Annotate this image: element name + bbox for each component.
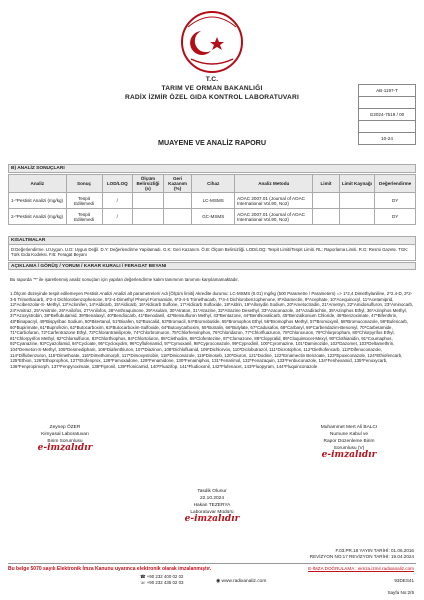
footer-divider	[8, 563, 416, 564]
report-title: MUAYENE VE ANALİZ RAPORU	[157, 138, 267, 147]
results-heading: B) ANALİZ SONUÇLARI	[8, 164, 416, 173]
accreditation-code: AB-1197-T	[359, 85, 415, 97]
page-number: Sayfa No:2/5	[387, 590, 414, 595]
limit-value	[313, 193, 339, 209]
globe-icon: ◉	[216, 579, 221, 584]
abbreviations-block	[8, 236, 416, 261]
col-limit: Limit	[313, 175, 339, 193]
left-signer-name: Zeynep ÖZER	[49, 425, 81, 430]
recovery-value	[163, 193, 192, 209]
phone-1: +90 232 400 02 02	[146, 574, 184, 579]
e-signature-warning: Bu belge 5070 sayılı Elektronik İmza Kanunu uyarınca elektronik olarak imzalanmıştır.	[8, 566, 212, 572]
table-row	[9, 209, 416, 225]
abbreviations-text: D:Değerlendirme. U:Uygun. U.D: Uygun Değil. D.Y: Değerlendirme Yapılamadı. G.K: Geri Kazanım. Ö.B: Ölçüm Belirsizliği. LOD/LOQ: Tespit Limiti/Tespit Limiti. RL: Raporlama Limiti. R.G: Resmi Gazete. TGK: Türk Gıda Kodeksi. F.B: Feragat Beyanı	[8, 245, 416, 261]
method-value: AOAC 2007.01 (Journal of AOAC International Vol.90, No2)	[235, 193, 313, 209]
col-device: Cihaz	[192, 175, 235, 193]
lod-value: /	[102, 209, 133, 225]
results-section-title	[8, 164, 416, 173]
right-signer-name: Muhammet Mert Ali BALCI	[320, 425, 378, 430]
analysis-name: 2-*Pestisit Analizi (mg/kg)	[9, 209, 67, 225]
notes-paragraph-1: Bu raporda "*" ile işaretlenmiş analiz sonuçları için yapılan değerlendirme kalım tanımının tanımını karşılamamaktadır.	[10, 277, 239, 282]
right-signer-role-1: Numune Kabul ve	[329, 432, 369, 437]
limit-source-value	[339, 209, 375, 225]
evaluation-value: DY	[375, 209, 416, 225]
approver-role: Laboratuvar Müdürü	[190, 510, 234, 515]
approval-label: Tasdik Olunur	[197, 489, 227, 494]
center-signature	[152, 488, 272, 523]
lod-value: /	[102, 193, 133, 209]
results-header-row	[9, 175, 416, 193]
center-e-signature: e-imzalıdır	[184, 514, 240, 524]
col-lod: LOD/LOQ	[102, 175, 133, 193]
header-lab: RADİX İZMİR ÖZEL GIDA KONTROL LABORATUVARI	[125, 94, 299, 101]
col-result: Sonuç	[66, 175, 102, 193]
phone-icon: ☎	[140, 574, 146, 579]
report-number: G2024-7519 / 00	[359, 109, 415, 121]
col-method: Analiz Metodu	[235, 175, 313, 193]
website-line	[216, 579, 266, 584]
limit-source-value	[339, 193, 375, 209]
website-link[interactable]: www.radixanaliz.com	[221, 579, 267, 584]
fax-line	[140, 580, 183, 586]
left-signer-role-1: Kimyasal Laboratuvarı	[41, 432, 89, 437]
abbreviations-heading: KISALTMALAR	[8, 236, 416, 245]
notes-paragraph-2: 1.Ölçüm düzeyinde tespit edilemeyen Pestisit Analizi Analizi alt parametreleri/ Adı [Ölçüm limiti] Akredite durumu: LC-MSMS (0.01) mg/kg (500 Parametre / Parameters) => 1*2,4 Dimethylaniline, 2*2.4-D, 3*2-3-5 Trimethacarb, 4*2-4 Dichlorobenzophenone, 5*2-4-Dimethyl Phenyl Formamide, 6*3-4-5 Trimethacarb, 7*4-4 Dichlorobenzophenone, 8*Abamectin, 9*Acephate, 10*Acequinocyl, 11*Acetamiprid, 12*Acibenzolar-S- Methyl, 13*Aclonifen, 14*Aldicarb, 15*Aldicarb, 16*Aldicarb Sulfone, 17*Aldicarb Sulfoxide, 18*Aldrin, 19*Allosydin Sodium, 20*Ametoctradin, 21*Ametryn, 22*Amidosulfuron, 23*Aminocarb, 24*Amitraz, 25*Amitrole, 26*Anilofos, 27*Anilofos, 28*Anthraquinone, 29*Asulam, 30*Atraton, 31*Atrazine, 32*Atrazine Desethyl, 33*Azaconazole, 34*Azadirachtin, 35*Azinphos Ethyl, 36*Azinphos Methyl, 37*Azoxystrobin, 38*Beflubutamid, 39*Benalaxyl, 40*Bendiocarb, 41*Benodanil, 42*Bensulfuron Methyl, 43*Bentazone, 44*Benthiovalicarb, 45*Benzalkonium Chloride, 46*Benzoximate, 47*Bifenthrin, 48*Binapacryl, 49*Bispyribac Sodium, 50*Bitertanol, 51*Bixafen, 52*Boscalid, 53*Bromacil, 54*Bromobutide, 55*Bromophos Ethyl, 56*Bromophos Methyl, 57*Bromoxynil, 58*Bromuconazole, 59*Bufencarb, 60*Bupirimate, 61*Buprofezin, 62*Butocarboxim, 63*Butocarboxim-Sulfoxide, 64*Butoxycarboxim, 65*Butralin, 66*Butylate, 67*Cadusafos, 68*Carbaryl, 69*Carbendazim-Benomyl, 70*Carbetamide, 71*Carbofuran, 72*Carfentrazone Ethyl, 73*Chlorantraniliprole, 74*Chlorbromuron, 75*Chlorfenvinphos, 76*Chloridazon, 77*Chlorfluazuron, 78*Chloroxuron, 79*Chlorpropham, 80*Chlorpyrifos Ethyl, 81*Chlorpyrifos Methyl, 82*Chlorsulfuron, 83*Chlorthiophos, 84*Chlortoluron, 85*Clethodim, 86*Clofentezine, 87*Clomazone, 88*Clopyralid, 89*Cloquintocet-Mexyl, 90*Clothianidin, 91*Coumaphos, 92*Cyanazine, 93*Cyazofamid, 94*Cycloate, 95*Cycloxydim, 96*Cyflufenamid, 97*Cymoxanil, 98*Cyproconazole, 99*Cyprodinil, 100*Cyromazine, 101*Daminozide, 102*Dazomet, 103*Deltamethrin, 104*Demeton-S-Methyl, 105*Desmedipham, 106*Diafenthiuron, 107*Diazinon, 108*Dichlofluanid, 109*Dichlorvos, 110*Diclobutrazol, 111*Dicrotophos, 112*Diethofencarb, 113*Difenoconazole, 114*Diflubenzuron, 115*Dimethoate, 116*Dimethomorph, 117*Dimoxystrobin, 118*Diniconazole, 119*Dinoseb, 120*Diuron, 121*Dodine, 122*Emamectin Benzoate, 123*Epoxiconazole, 124*Ethiofencarb, 125*Ethion, 126*Ethoprophos, 127*Etofenprox, 128*Famoxadone, 129*Fenamidone, 130*Fenamiphos, 131*Fenarimol, 132*Fenazaquin, 133*Fenbuconazole, 134*Fenhexamid, 135*Fenoxycarb, 136*Fenpropimorph, 137*Fenpyroximate, 138*Fipronil, 139*Flonicamid, 140*Fluazifop, 141*Fludioxonil, 142*Flufenacet, 143*Fluopyram, 144*Fluquinconazole	[10, 291, 414, 369]
fax-icon: ☏	[140, 580, 146, 585]
right-e-signature: e-imzalıdır	[321, 450, 377, 460]
left-e-signature: e-imzalıdır	[37, 443, 93, 453]
notes-heading: AÇIKLAMA / GÖRÜŞ / YORUM / KARAR KURALI / FERAGAT BEYANI	[8, 262, 416, 270]
form-info	[310, 548, 414, 560]
form-info-line-1: F.03.PR.18 YAYIN TARİHİ: 01.06.2016	[335, 548, 414, 553]
contact-info	[140, 574, 183, 586]
result-value: Tespit Edilemedi	[66, 193, 102, 209]
left-signature	[20, 424, 110, 452]
e-signature-verify-link[interactable]: E-İMZA DOĞRULAMA : eimza.izmir.radixanaliz.com	[308, 566, 414, 571]
device-value: GC-MSMS	[192, 209, 235, 225]
form-info-line-2: REVİZYON NO:17 REVİZYON TARİHİ: 19.04.2024	[309, 553, 414, 559]
device-value: LC-MSMS	[192, 193, 235, 209]
right-signature	[294, 424, 404, 459]
result-value: Tespit Edilemedi	[66, 209, 102, 225]
col-recovery: Geri Kazanım (%)	[163, 175, 192, 193]
recovery-value	[163, 209, 192, 225]
col-analysis: Analiz	[9, 175, 67, 193]
uncertainty-value	[133, 209, 164, 225]
right-signer-role-2: Rapor Düzenleme Birim	[323, 439, 375, 444]
uncertainty-value	[133, 193, 164, 209]
approval-date: 22.10.2024	[199, 496, 224, 501]
results-table	[8, 174, 416, 225]
method-value: AOAC 2007.01 (Journal of AOAC International Vol.90, No2)	[235, 209, 313, 225]
header-tc: T.C.	[205, 76, 219, 83]
header-ministry: TARIM VE ORMAN BAKANLIĞI	[161, 85, 263, 92]
approver-name: Hakan TEZERYA	[193, 503, 231, 508]
table-row	[9, 193, 416, 209]
col-limit-source: Limit Kaynağı	[339, 175, 375, 193]
ministry-logo	[173, 9, 251, 75]
limit-value	[313, 209, 339, 225]
evaluation-value: DY	[375, 193, 416, 209]
phone-2: +90 232 435 02 03	[146, 580, 184, 585]
analysis-name: 1-*Pestisit Analizi (mg/kg)	[9, 193, 67, 209]
col-uncertainty: Ölçüm Belirsizliği (±)	[133, 175, 164, 193]
doc-code: 93DES41	[394, 578, 414, 583]
report-id-box	[358, 84, 416, 145]
col-evaluation: Değerlendirme	[375, 175, 416, 193]
left-signer-role-2: Birim Sorumlusu	[47, 439, 83, 444]
side-box-blank-1	[359, 97, 415, 109]
report-date-code: 10-24	[381, 136, 393, 141]
right-signer-role-3: Sorumlusu (V)	[333, 446, 365, 451]
side-box-blank-2	[359, 121, 415, 133]
